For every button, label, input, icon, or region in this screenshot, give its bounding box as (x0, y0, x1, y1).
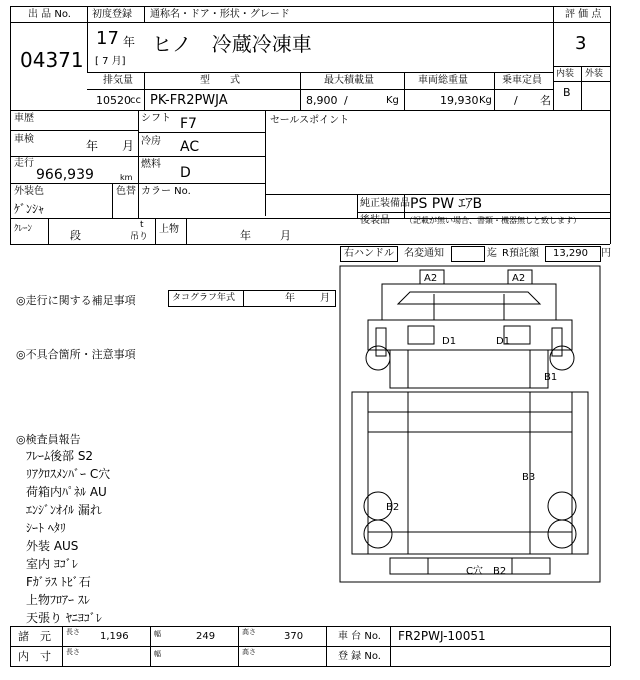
shaken-year: 年 (86, 139, 99, 153)
width-value: 249 (196, 631, 216, 642)
reg-no-label: 登 録 No. (338, 651, 381, 662)
ac-label: 冷房 (141, 136, 161, 147)
reg-year: 17 (96, 28, 119, 49)
crane-stage: 段 (70, 229, 81, 242)
capacity: 8,900 (306, 94, 338, 107)
shaken-month: 月 (122, 139, 135, 153)
length-label: 長さ (66, 628, 80, 636)
reg-month: [ 7 月] (95, 56, 126, 67)
inspector-item: 天張り ﾔﾆﾖｺﾞﾚ (26, 611, 102, 625)
color-label: 外装色 (14, 186, 44, 197)
diagram-mark-d1-left: D1 (442, 336, 457, 347)
truck-condition-diagram (338, 262, 602, 586)
reg-year-unit: 年 (123, 35, 136, 49)
gvw: 19,930 (440, 94, 479, 107)
inner-width-label: 幅 (154, 650, 161, 658)
tacho-label: タコグラフ年式 (172, 293, 236, 303)
interior-grade: B (563, 86, 571, 99)
mileage-label: 走行 (14, 158, 34, 169)
inspector-item: Fｶﾞﾗｽ ﾄﾋﾞ石 (26, 575, 91, 589)
inspector-item: 室内 ﾖｺﾞﾚ (26, 557, 78, 571)
r-deposit-label: R預託額 (502, 248, 539, 259)
inner-dims-label: 内 寸 (18, 650, 51, 663)
crane-hang: 吊り (130, 232, 149, 242)
inspector-item: ｴﾝｼﾞﾝｵｲﾙ 漏れ (26, 503, 102, 517)
upper-label: 上物 (159, 224, 179, 235)
color-no-label: 色替 (116, 186, 136, 197)
height-value: 370 (284, 631, 304, 642)
seating-label: 乗車定員 (502, 75, 542, 86)
gvw-label: 車両総重量 (418, 75, 468, 86)
driving-notes-label: ◎走行に関する補足事項 (16, 294, 136, 307)
upper-month: 月 (280, 229, 291, 242)
diagram-mark-a2-left: A2 (424, 273, 438, 284)
score: 3 (575, 33, 587, 54)
displacement-label: 排気量 (103, 75, 133, 86)
aftermarket-note: （記載が無い場合、書類・機器無しと致します） (405, 216, 581, 225)
crane-label: ｸﾚｰﾝ (14, 224, 33, 234)
r-deposit-unit: 円 (601, 248, 611, 259)
exterior-label: 外装 (585, 69, 604, 79)
gvw-unit: Kg (479, 95, 492, 106)
diagram-mark-d1-right: D1 (496, 336, 511, 347)
diagram-mark-c-hole-b2: C穴 B2 (466, 566, 507, 577)
upper-year: 年 (240, 229, 251, 242)
fuel-value: D (180, 165, 191, 181)
diagram-mark-b1: B1 (544, 372, 558, 383)
inspector-item: 荷箱内ﾊﾟﾈﾙ AU (26, 485, 107, 499)
shift-label: シフト (141, 113, 171, 124)
lot-number: 04371 (20, 48, 84, 72)
model-label: 通称名・ドア・形状・グレード (150, 9, 290, 20)
tacho-month: 月 (320, 293, 330, 304)
crane-t: t (140, 220, 144, 230)
color-value: ｹﾞﾝｼｬ (14, 202, 45, 216)
diagram-mark-a2-right: A2 (512, 273, 526, 284)
model-code: PK-FR2PWJA (150, 93, 228, 108)
seating-unit: 名 (540, 94, 551, 107)
capacity-slash: / (344, 94, 348, 107)
length-value: 1,196 (100, 631, 129, 642)
name-change-label: 名変通知 (404, 248, 444, 259)
inspector-label: ◎検査員報告 (16, 433, 81, 446)
inspector-item: 上物ﾌﾛｱｰ ｽﾚ (26, 593, 90, 607)
first-reg-label: 初度登録 (92, 9, 132, 20)
inspector-item: 外装 AUS (26, 539, 79, 553)
color-code-label: カラー No. (141, 186, 191, 197)
mileage-unit: km (120, 173, 133, 182)
chassis-value: FR2PWJ-10051 (398, 629, 486, 643)
capacity-unit: Kg (386, 95, 399, 106)
inspector-item: ｼｰﾄ ﾍﾀﾘ (26, 521, 66, 535)
displacement-unit: cc (130, 95, 141, 106)
shift-value: F7 (180, 116, 197, 132)
sales-point-label: セールスポイント (270, 115, 350, 126)
fuel-label: 燃料 (141, 159, 161, 170)
chassis-label: 車 台 No. (338, 631, 381, 642)
ac-value: AC (180, 139, 200, 155)
shaken-label: 車検 (14, 134, 34, 145)
r-deposit-value: 13,290 (553, 248, 588, 259)
odo-label: 迄 (487, 248, 497, 259)
inspector-item: ﾌﾚｰﾑ後部 S2 (26, 449, 94, 463)
inspector-item: ﾘｱｸﾛｽﾒﾝﾊﾞｰ C穴 (26, 467, 111, 481)
lot-label: 出 品 No. (28, 9, 71, 20)
rhd-label: 右ハンドル (344, 248, 394, 259)
car-name: ヒノ 冷蔵冷凍車 (152, 32, 312, 56)
aftermarket-label: 後装品 (360, 215, 390, 226)
height-label: 高さ (242, 628, 256, 636)
inner-length-label: 長さ (66, 648, 80, 656)
equipment-label: 純正装備品 (360, 198, 410, 209)
history-label: 車歴 (14, 113, 34, 124)
mileage: 966,939 (36, 167, 94, 183)
interior-label: 内装 (556, 69, 575, 79)
width-label: 幅 (154, 630, 161, 638)
displacement: 10520 (96, 94, 131, 107)
seating-slash: / (514, 94, 518, 107)
inner-height-label: 高さ (242, 648, 256, 656)
diagram-mark-b3: B3 (522, 472, 536, 483)
equipment-value: PS PW ｴｱB (410, 196, 483, 212)
diagram-mark-b2: B2 (386, 502, 400, 513)
capacity-label: 最大積載量 (324, 75, 374, 86)
tacho-year: 年 (285, 293, 295, 304)
dims-label: 諸 元 (18, 630, 51, 643)
score-label: 評 価 点 (565, 9, 602, 20)
defects-label: ◎不具合箇所・注意事項 (16, 348, 136, 361)
model-code-label: 型 式 (200, 75, 240, 86)
